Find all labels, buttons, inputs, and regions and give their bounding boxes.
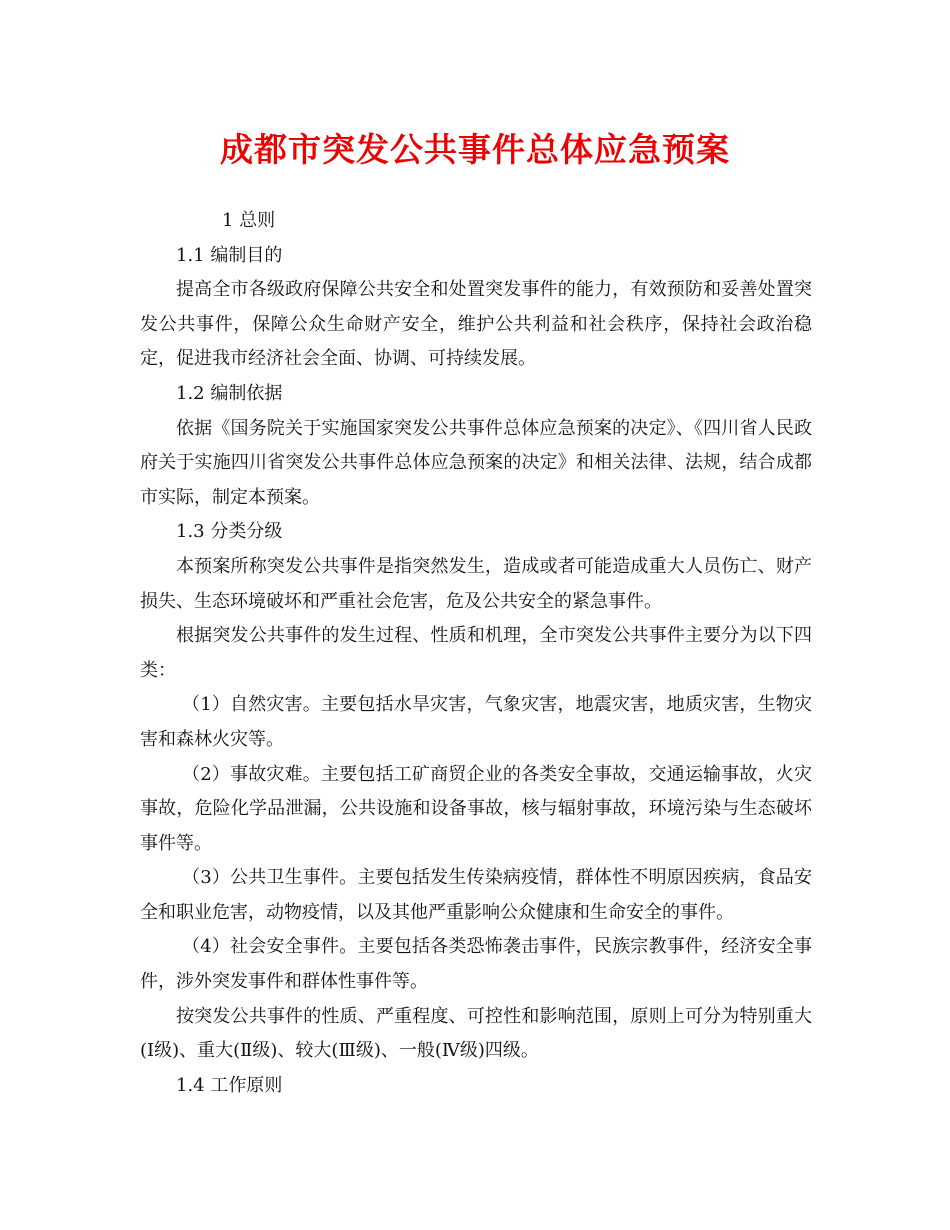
section-heading-purpose: 1.1 编制目的: [176, 244, 283, 266]
list-item-natural-disasters: （1）自然灾害。主要包括水旱灾害，气象灾害，地震灾害，地质灾害，生物灾害和森林火灾等。: [140, 694, 812, 750]
section-heading-basis: 1.2 编制依据: [176, 382, 283, 404]
paragraph-categories-intro: 根据突发公共事件的发生过程、性质和机理，全市突发公共事件主要分为以下四类：: [140, 625, 812, 681]
paragraph-definition: 本预案所称突发公共事件是指突然发生，造成或者可能造成重大人员伤亡、财产损失、生态环境破坏和严重社会危害，危及公共安全的紧急事件。: [140, 555, 812, 612]
document-title: 成都市突发公共事件总体应急预案: [220, 130, 730, 169]
document-body: [140, 204, 812, 1103]
paragraph-basis: 依据《国务院关于实施国家突发公共事件总体应急预案的决定》、《四川省人民政府关于实施四川省突发公共事件总体应急预案的决定》和相关法律、法规，结合成都市实际，制定本预案。: [140, 417, 812, 508]
paragraph-levels: 按突发公共事件的性质、严重程度、可控性和影响范围，原则上可分为特别重大(Ⅰ级)、重大(Ⅱ级)、较大(Ⅲ级)、一般(Ⅳ级)四级。: [140, 1005, 812, 1062]
list-item-social-security: （4）社会安全事件。主要包括各类恐怖袭击事件，民族宗教事件，经济安全事件，涉外突发事件和群体性事件等。: [140, 936, 812, 993]
section-heading-general: 1 总则: [222, 210, 276, 231]
list-item-accidents: （2）事故灾难。主要包括工矿商贸企业的各类安全事故，交通运输事故，火灾事故，危险化学品泄漏，公共设施和设备事故，核与辐射事故，环境污染与生态破坏事件等。: [140, 763, 812, 854]
section-heading-classification: 1.3 分类分级: [176, 521, 283, 543]
paragraph-purpose: 提高全市各级政府保障公共安全和处置突发事件的能力，有效预防和妥善处置突发公共事件，保障公众生命财产安全，维护公共利益和社会秩序，保持社会政治稳定，促进我市经济社会全面、协调、可持续发展。: [140, 279, 812, 370]
list-item-public-health: （3）公共卫生事件。主要包括发生传染病疫情，群体性不明原因疾病，食品安全和职业危害，动物疫情，以及其他严重影响公众健康和生命安全的事件。: [140, 867, 812, 923]
section-heading-principles: 1.4 工作原则: [176, 1074, 283, 1096]
